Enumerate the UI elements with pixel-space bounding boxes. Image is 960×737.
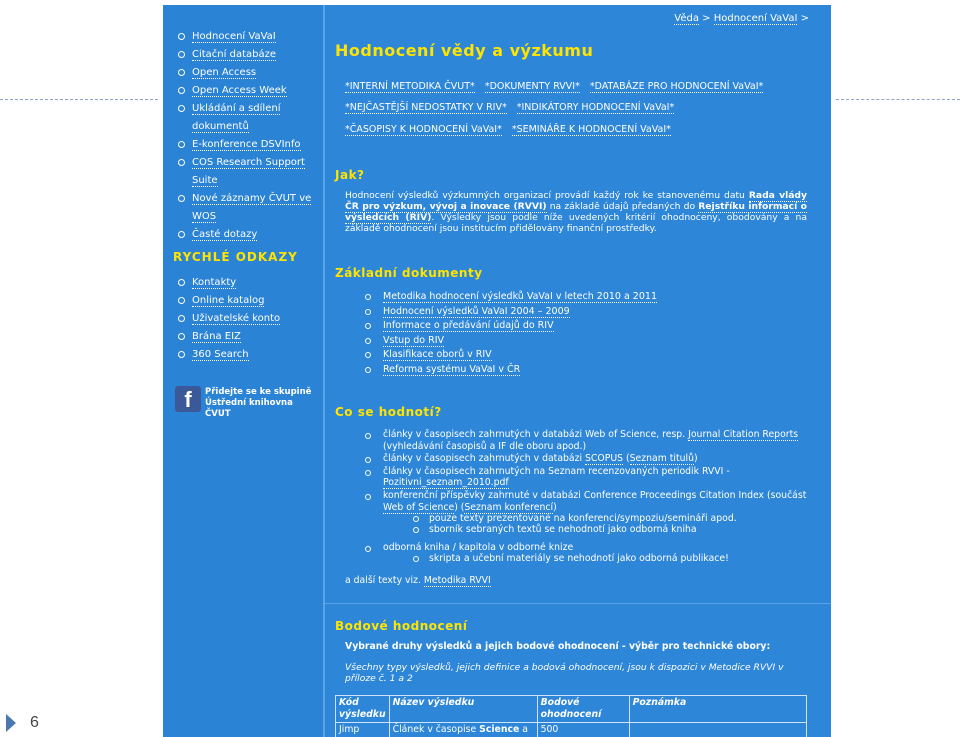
jcr-link[interactable]: Journal Citation Reports: [688, 429, 799, 440]
quick-link-360[interactable]: [177, 346, 321, 364]
table-cell-name: [389, 723, 537, 737]
sidebar-item-faq[interactable]: [177, 226, 321, 244]
slide-rule-left: [0, 99, 158, 100]
jak-text-part: Hodnocení výsledků výzkumných organizací provádí každý rok ke stanovenému datu: [345, 190, 749, 201]
bullet-icon: [365, 323, 371, 329]
document-link[interactable]: Hodnocení výsledků VaVaI 2004 – 2009: [383, 305, 570, 317]
item-text: (vyhledávání časopisů a IF dle oboru apod.): [383, 440, 587, 452]
bullet-icon: [365, 494, 371, 500]
cell-text-bold: Science: [479, 724, 520, 735]
page-title: Hodnocení vědy a výzkumu: [335, 41, 594, 60]
sidebar-link[interactable]: Ukládání a sdílení dokumentů: [192, 103, 281, 132]
jak-paragraph: [345, 190, 807, 234]
top-link-dokumenty-rvvi[interactable]: *DOKUMENTY RVVI*: [484, 81, 580, 92]
jak-text-part: na základě údajů předaných do: [546, 201, 699, 212]
table-header-points: Bodové ohodnocení: [537, 696, 629, 723]
rvvi-link[interactable]: Rada vlády ČR pro výzkum, vývoj a inovace (RVVI): [345, 190, 807, 212]
wos-link[interactable]: Web of Science: [383, 501, 455, 513]
list-item: [365, 319, 805, 334]
bullet-icon: [178, 231, 185, 238]
top-links-row: [345, 81, 773, 92]
bullet-icon: [365, 457, 371, 463]
quick-link[interactable]: Kontakty: [192, 277, 237, 288]
sidebar-item-ukladani[interactable]: [177, 100, 321, 136]
see-also-text: [345, 575, 491, 586]
webpage-screenshot: [163, 5, 831, 737]
bullet-icon: [178, 159, 185, 166]
table-row: [336, 723, 807, 737]
bullet-icon: [178, 297, 185, 304]
cell-text: Článek v časopise: [392, 724, 480, 735]
table-header-code: Kód výsledku: [336, 696, 390, 723]
list-item: [365, 363, 805, 378]
bullet-icon: [178, 195, 185, 202]
breadcrumb-separator: >: [698, 13, 714, 24]
sub-list: [383, 513, 815, 535]
bullet-icon: [365, 338, 371, 344]
document-link[interactable]: Informace o předávání údajů do RIV: [383, 320, 554, 331]
section-title-bodove: Bodové hodnocení: [335, 619, 468, 633]
top-links-row: [345, 102, 684, 113]
bullet-icon: [365, 294, 371, 300]
top-link-databaze[interactable]: *DATABÁZE PRO HODNOCENÍ VaVaI*: [589, 81, 764, 92]
document-link[interactable]: Reforma systému VaVaI v ČR: [383, 363, 521, 375]
pdf-link[interactable]: Pozitivni_seznam_2010.pdf: [383, 477, 509, 489]
breadcrumb-trail: >: [797, 13, 809, 24]
jak-text-part: . Výsledky jsou podle níže uvedených kritérií ohodnoceny, obodovány a na základě ohodnocení jsou institucím přidělovány finanční prostředky.: [345, 212, 807, 234]
list-item: [365, 490, 815, 536]
list-item: [365, 542, 815, 565]
sub-item-text: pouze texty prezentované na konferenci/sympoziu/semináři apod.: [429, 513, 737, 525]
sidebar-item-cos[interactable]: [177, 154, 321, 190]
sub-item-text: sborník sebraných textů se nehodnotí jako odborná kniha: [429, 524, 697, 536]
sidebar-link[interactable]: Open Access: [192, 67, 257, 78]
quick-link[interactable]: Online katalog: [192, 295, 265, 306]
quick-links-menu: [177, 274, 321, 364]
sub-list: [383, 553, 815, 564]
scopus-link[interactable]: SCOPUS: [585, 453, 624, 465]
top-link-interni-metodika[interactable]: *INTERNÍ METODIKA ČVUT*: [345, 81, 475, 92]
bullet-icon: [178, 51, 185, 58]
facebook-group-badge[interactable]: [175, 385, 315, 419]
list-item: [365, 466, 815, 489]
sidebar-link[interactable]: Open Access Week: [192, 85, 287, 96]
sidebar-menu: [177, 28, 321, 244]
item-text: články v časopisech zahrnutých v databázi: [383, 453, 586, 465]
list-item: [365, 429, 815, 452]
sidebar-item-open-access[interactable]: [177, 64, 321, 82]
facebook-line-1: Přidejte se ke skupině: [205, 387, 312, 397]
bullet-icon: [365, 546, 371, 552]
section-divider: [325, 603, 831, 604]
bullet-icon: [178, 141, 185, 148]
sub-list-item: [383, 524, 815, 535]
sidebar: [163, 5, 323, 737]
table-header-name: Název výsledku: [389, 696, 537, 723]
top-link-nedostatky[interactable]: *NEJČASTĚJŠÍ NEDOSTATKY V RIV*: [345, 102, 507, 113]
riv-link[interactable]: Rejstříku informací o výsledcích (RIV): [345, 201, 807, 223]
bullet-icon: [413, 516, 419, 522]
cell-text: a: [519, 724, 528, 735]
quick-link-katalog[interactable]: [177, 292, 321, 310]
breadcrumb-root[interactable]: Věda: [674, 13, 699, 24]
list-item: [365, 305, 805, 320]
quick-links-title: RYCHLÉ ODKAZY: [173, 250, 298, 264]
bullet-icon: [413, 556, 419, 562]
bullet-icon: [178, 69, 185, 76]
bodove-subtitle: Vybrané druhy výsledků a jejich bodové ohodnocení - výběr pro technické obory:: [345, 641, 771, 652]
item-text: články v časopisech zahrnutých v databázi Web of Science, resp.: [383, 429, 689, 440]
sidebar-item-hodnoceni[interactable]: [177, 28, 321, 46]
item-text: odborná kniha / kapitola v odborné knize: [383, 541, 574, 553]
table-header-row: [336, 696, 807, 723]
bullet-icon: [365, 309, 371, 315]
item-text: články v časopisech zahrnutých na Seznam recenzovaných periodik RVVI -: [383, 465, 730, 477]
list-item: [365, 348, 805, 363]
bullet-icon: [365, 470, 371, 476]
item-text: ): [694, 453, 698, 465]
breadcrumb: [674, 13, 809, 24]
documents-list: [365, 290, 805, 377]
sidebar-item-oa-week[interactable]: [177, 82, 321, 100]
quick-link[interactable]: 360 Search: [192, 349, 249, 360]
breadcrumb-current[interactable]: Hodnocení VaVaI: [713, 13, 798, 24]
top-links-row: [345, 124, 681, 135]
table-cell-note: [629, 723, 806, 737]
item-text: ) (: [454, 501, 465, 513]
section-title-co-se-hodnoti: Co se hodnotí?: [335, 405, 442, 419]
facebook-badge-text: [205, 387, 315, 420]
list-item: [365, 453, 815, 465]
score-table: [335, 695, 807, 737]
quick-link-konto[interactable]: [177, 310, 321, 328]
bodove-note: Všechny typy výsledků, jejich definice a bodová ohodnocení, jsou k dispozici v Metodice RVVI v příloze č. 1 a 2: [345, 662, 784, 684]
bullet-icon: [178, 87, 185, 94]
item-text: ): [553, 501, 557, 513]
document-link[interactable]: Metodika hodnocení výsledků VaVaI v letech 2010 a 2011: [383, 291, 657, 302]
list-item: [365, 334, 805, 349]
conference-list-link[interactable]: Seznam konferencí: [464, 501, 554, 513]
bullet-icon: [178, 333, 185, 340]
top-link-indikatory[interactable]: *INDIKÁTORY HODNOCENÍ VaVaI*: [516, 102, 675, 113]
sub-list-item: [383, 513, 815, 524]
slide-arrow-icon: [6, 714, 16, 732]
slide-number: 6: [30, 714, 39, 731]
section-title-jak: Jak?: [335, 168, 365, 182]
sidebar-item-ekonference[interactable]: [177, 136, 321, 154]
top-link-casopisy[interactable]: *ČASOPISY K HODNOCENÍ VaVaI*: [345, 124, 502, 135]
bullet-icon: [413, 527, 419, 533]
bullet-icon: [178, 351, 185, 358]
sidebar-link[interactable]: E-konference DSVInfo: [192, 139, 301, 150]
sidebar-item-wos[interactable]: [177, 190, 321, 226]
bullet-icon: [178, 105, 185, 112]
quick-link-kontakty[interactable]: [177, 274, 321, 292]
bullet-icon: [365, 367, 371, 373]
table-header-note: Poznámka: [629, 696, 806, 723]
sidebar-link[interactable]: Nové záznamy ČVUT ve WOS: [192, 193, 312, 222]
bullet-icon: [178, 33, 185, 40]
sidebar-item-citacni[interactable]: [177, 46, 321, 64]
sidebar-link[interactable]: Citační databáze: [192, 49, 277, 60]
document-link[interactable]: Vstup do RIV: [383, 334, 445, 346]
quick-link-eiz[interactable]: [177, 328, 321, 346]
top-link-seminare[interactable]: *SEMINÁŘE K HODNOCENÍ VaVaI*: [511, 124, 671, 135]
item-text: konferenční příspěvky zahrnuté v databázi Conference Proceedings Citation Index (součást: [383, 489, 807, 501]
sidebar-link[interactable]: COS Research Support Suite: [192, 157, 305, 186]
slide-rule-right: [836, 99, 960, 100]
metodika-link[interactable]: Metodika RVVI: [423, 575, 491, 586]
quick-link[interactable]: Uživatelské konto: [192, 313, 281, 324]
sub-item-text: skripta a učební materiály se nehodnotí jako odborná publikace!: [429, 553, 729, 565]
table-cell-code: Jimp: [336, 723, 390, 737]
section-title-zakladni: Základní dokumenty: [335, 266, 483, 280]
sub-list-item: [383, 553, 815, 564]
document-link[interactable]: Klasifikace oborů v RIV: [383, 349, 492, 360]
sidebar-link[interactable]: Hodnocení VaVaI: [192, 31, 276, 42]
bullet-icon: [365, 433, 371, 439]
title-list-link[interactable]: Seznam titulů: [629, 453, 694, 465]
bullet-icon: [178, 279, 185, 286]
main-content: [325, 5, 831, 737]
bullet-icon: [178, 315, 185, 322]
facebook-line-2: Ústřední knihovna ČVUT: [205, 398, 293, 419]
item-text: (: [623, 453, 630, 465]
quick-link[interactable]: Brána EIZ: [192, 331, 241, 342]
facebook-icon: f: [175, 386, 201, 412]
evaluated-items-list: [365, 429, 815, 565]
bullet-icon: [365, 352, 371, 358]
list-item: [365, 290, 805, 305]
table-cell-points: 500: [537, 723, 629, 737]
sidebar-link[interactable]: Časté dotazy: [192, 229, 258, 240]
see-also-label: a další texty viz.: [345, 575, 424, 586]
